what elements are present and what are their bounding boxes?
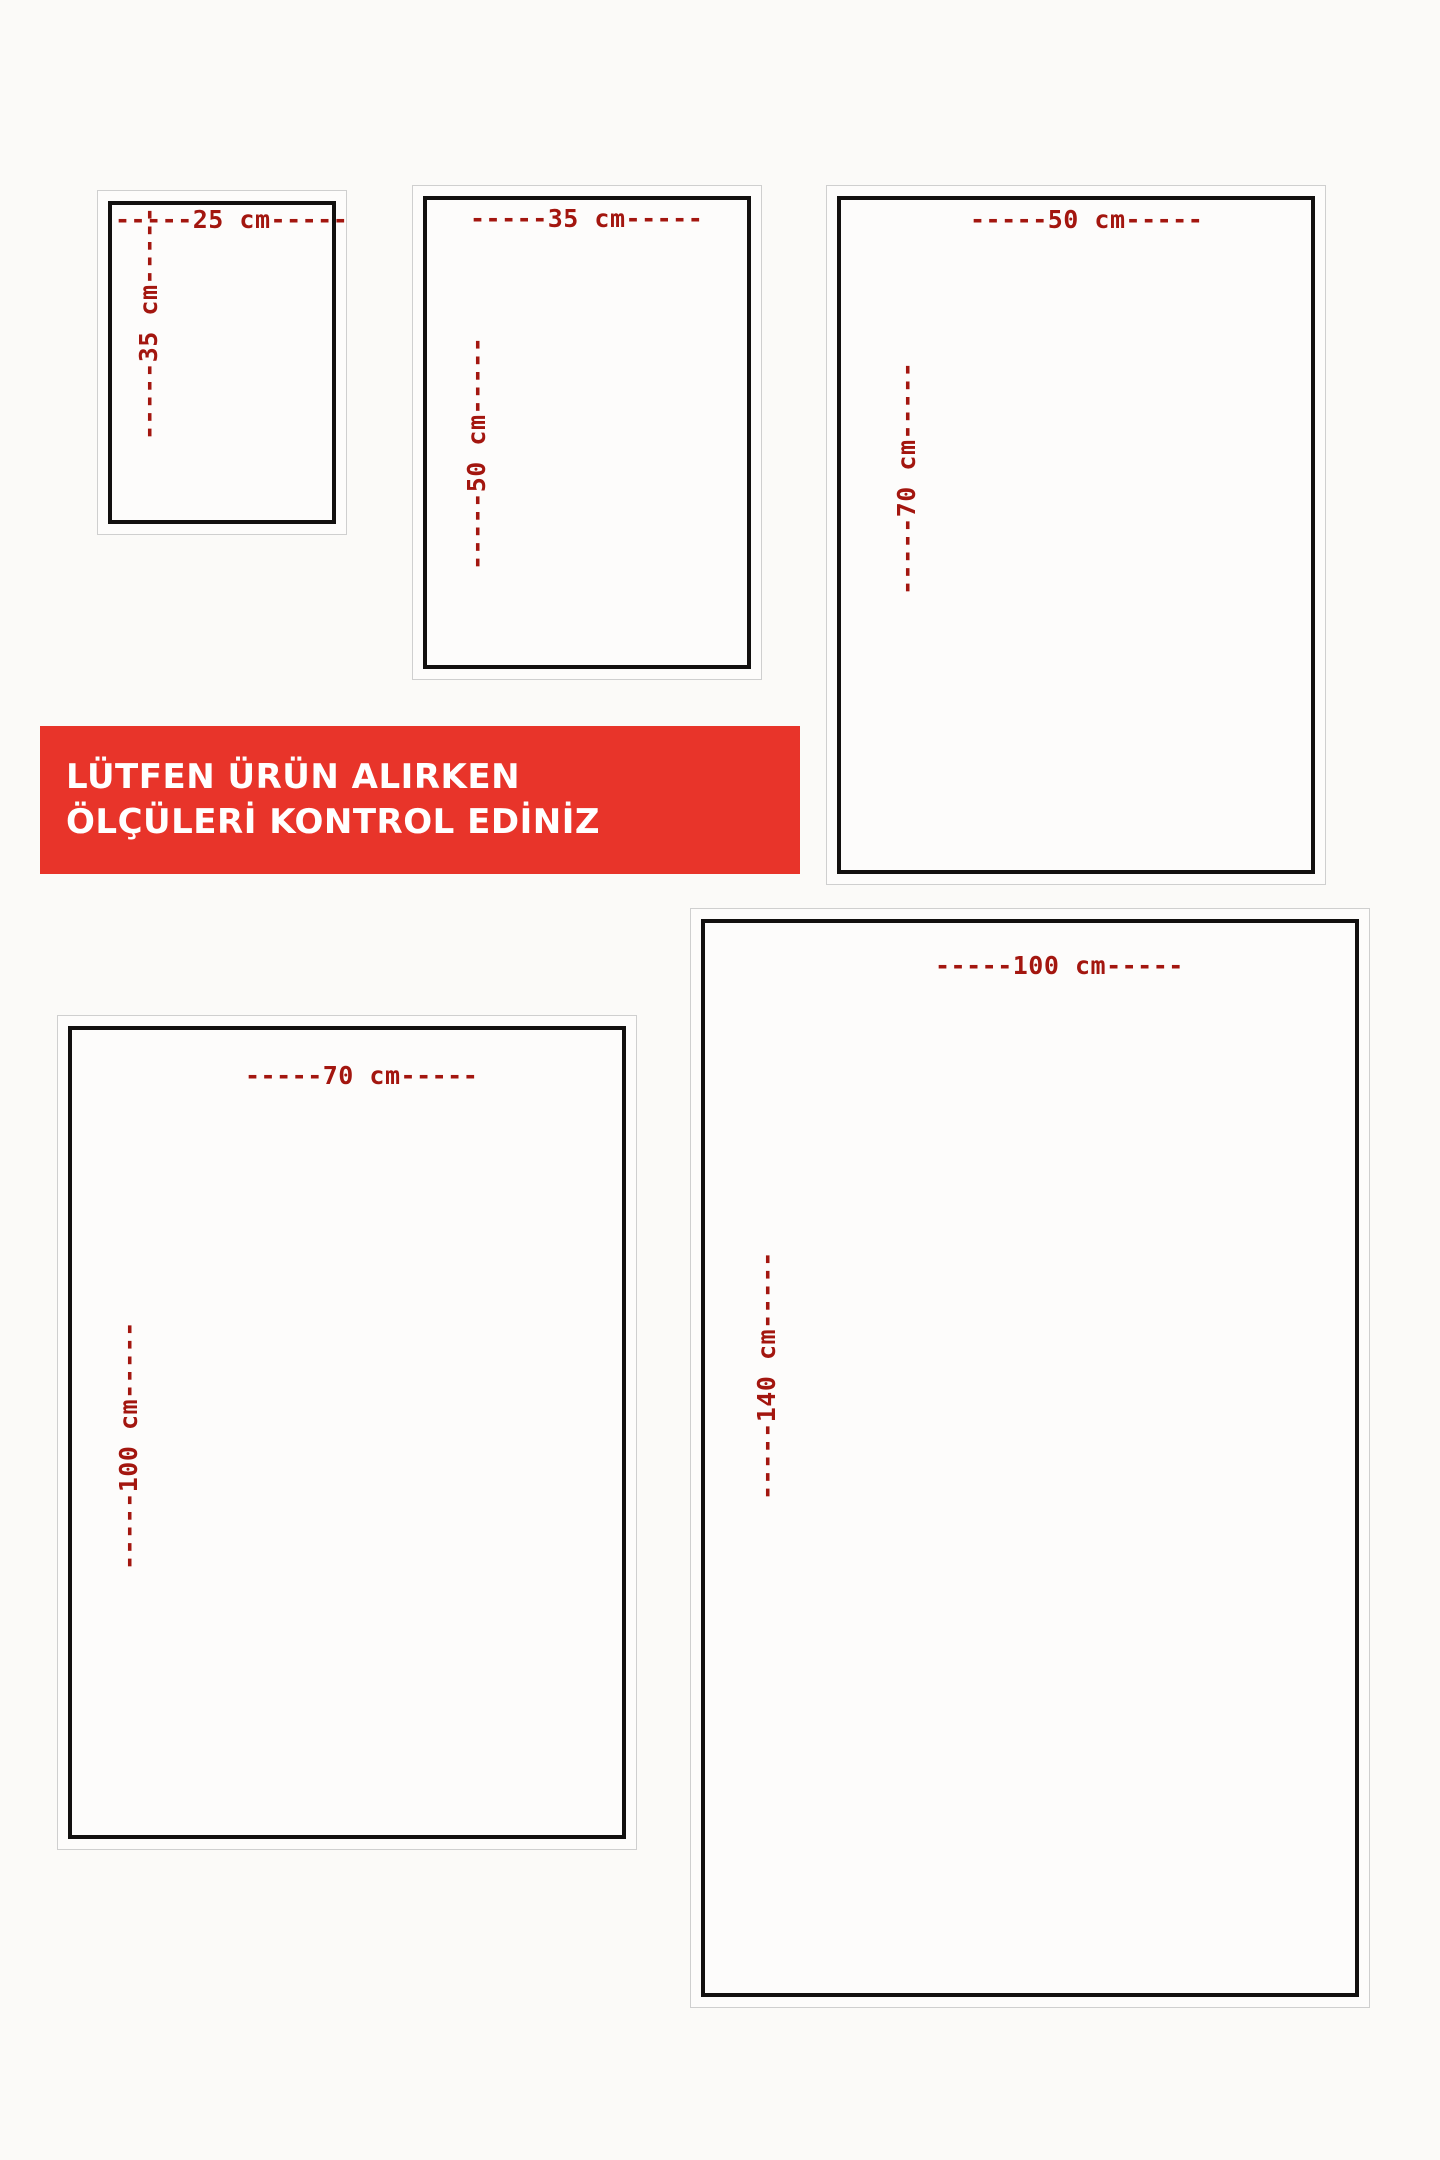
warning-banner [40,726,800,874]
dim-width-50: -----50 cm----- [970,205,1204,234]
dim-height-50-small: -----50 cm----- [462,336,491,570]
dim-height-70-medium: -----70 cm----- [892,361,921,595]
frame-inner-70x100 [68,1026,626,1839]
dim-width-35: -----35 cm----- [470,204,704,233]
frame-inner-100x140 [701,919,1359,1997]
dim-width-70: -----70 cm----- [245,1061,479,1090]
dim-height-35-small: -----35 cm----- [134,206,163,440]
dim-width-25: -----25 cm----- [115,205,349,234]
dim-width-100: -----100 cm----- [935,951,1184,980]
warning-line-2: ÖLÇÜLERİ KONTROL EDİNİZ [66,802,601,842]
warning-line-1: LÜTFEN ÜRÜN ALIRKEN [66,757,521,798]
frame-70x100 [57,1015,637,1850]
dim-height-100-large: -----100 cm----- [114,1321,143,1570]
dim-height-140: -----140 cm----- [752,1251,781,1500]
frame-100x140 [690,908,1370,2008]
